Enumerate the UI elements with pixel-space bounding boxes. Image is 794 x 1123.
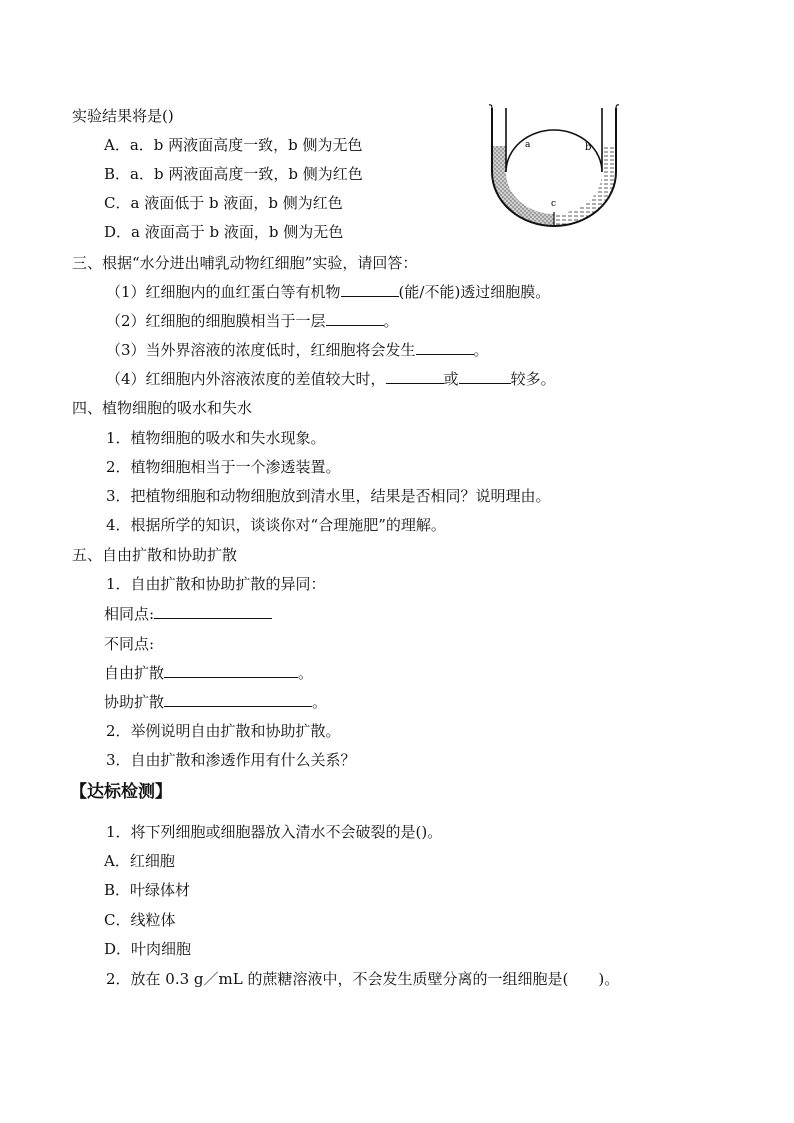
section3-q3: （3）当外界溶液的浓度低时，红细胞将会发生 。 [106, 341, 489, 359]
answer-blank[interactable] [164, 663, 298, 678]
check-q1-option-d: D．叶肉细胞 [104, 940, 192, 958]
check-q1-option-c: C．线粒体 [104, 911, 176, 929]
section4-title: 四、植物细胞的吸水和失水 [72, 399, 253, 417]
check-q1-option-b: B．叶绿体材 [104, 881, 191, 899]
free-diffusion: 自由扩散 。 [104, 664, 314, 682]
section4-item-2: 2．植物细胞相当于一个渗透装置。 [106, 458, 341, 476]
section4-item-4: 4．根据所学的知识，谈谈你对“合理施肥”的理解。 [106, 516, 446, 534]
answer-blank[interactable] [341, 282, 399, 297]
section5-item-3: 3．自由扩散和渗透作用有什么关系？ [106, 751, 356, 769]
option-a: A．a．b 两液面高度一致，b 侧为无色 [104, 136, 363, 154]
answer-blank[interactable] [164, 692, 312, 707]
section3-q1: （1）红细胞内的血红蛋白等有机物 (能/不能)透过细胞膜。 [106, 283, 551, 301]
answer-blank[interactable] [386, 369, 444, 384]
answer-blank[interactable] [416, 340, 474, 355]
section4-item-3: 3．把植物细胞和动物细胞放到清水里，结果是否相同？说明理由。 [106, 487, 551, 505]
option-d: D．a 液面高于 b 液面，b 侧为无色 [104, 223, 344, 241]
check-q2: 2．放在 0.3 g／mL 的蔗糖溶液中，不会发生质壁分离的一组细胞是( )。 [106, 970, 620, 988]
label-a: a [525, 140, 531, 150]
same-point: 相同点: [104, 604, 272, 624]
section5-title: 五、自由扩散和协助扩散 [72, 546, 238, 564]
assisted-diffusion: 协助扩散 。 [104, 693, 328, 711]
section3-q2: （2）红细胞的细胞膜相当于一层 。 [106, 312, 399, 330]
check-title: 【达标检测】 [70, 782, 172, 802]
u-tube-diagram [484, 102, 634, 237]
answer-blank[interactable] [326, 311, 384, 326]
check-q1: 1．将下列细胞或细胞器放入清水不会破裂的是()。 [106, 823, 443, 841]
check-q1-option-a: A．红细胞 [104, 852, 175, 870]
section3-q4: （4）红细胞内外溶液浓度的差值较大时， 或 较多。 [106, 370, 556, 388]
option-c: C．a 液面低于 b 液面，b 侧为红色 [104, 194, 343, 212]
answer-blank[interactable] [154, 604, 272, 619]
diff-point: 不同点: [104, 635, 155, 653]
section3-title: 三、根据“水分进出哺乳动物红细胞”实验，请回答： [72, 254, 418, 272]
section5-item-2: 2．举例说明自由扩散和协助扩散。 [106, 722, 341, 740]
answer-blank[interactable] [459, 369, 511, 384]
section5-item-1: 1．自由扩散和协助扩散的异同： [106, 575, 326, 593]
label-c: c [551, 199, 557, 209]
label-b: b [585, 142, 592, 153]
section4-item-1: 1．植物细胞的吸水和失水现象。 [106, 429, 326, 447]
option-b: B．a．b 两液面高度一致，b 侧为红色 [104, 165, 363, 183]
question-stem: 实验结果将是() [72, 107, 174, 125]
